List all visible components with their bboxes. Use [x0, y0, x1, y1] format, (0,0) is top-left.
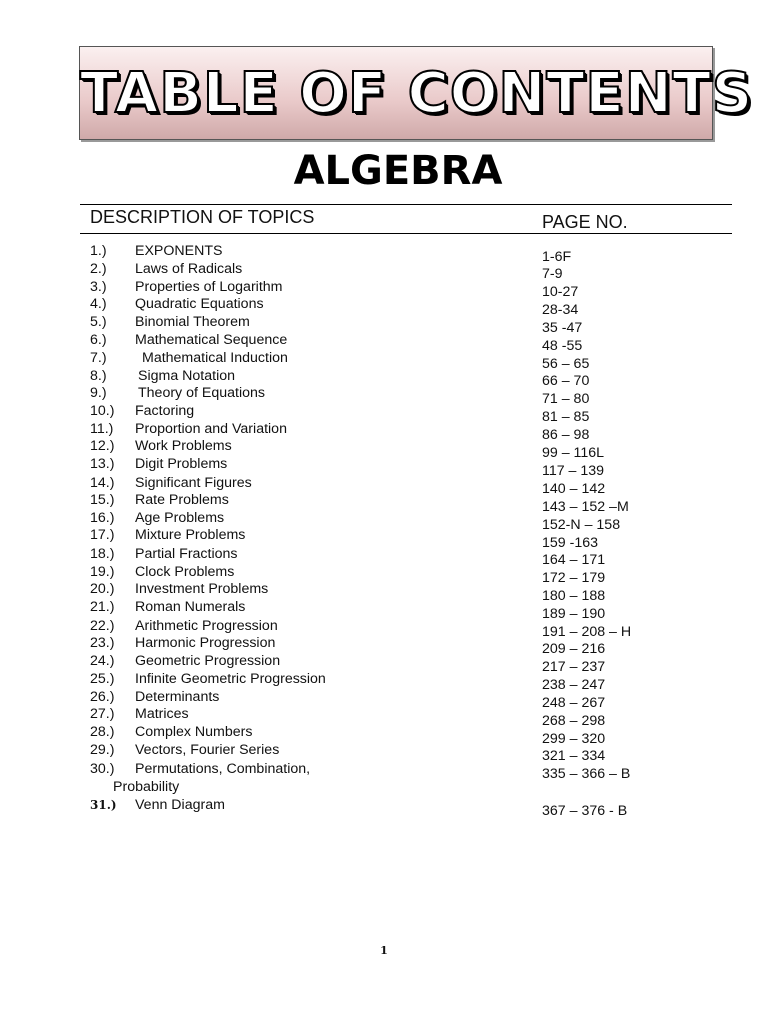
entry-page-range: 10-27: [542, 284, 579, 300]
entry-page-range: 335 – 366 – B: [542, 766, 631, 782]
entry-page-range: 143 – 152 –M: [542, 499, 629, 515]
entry-page-range: 1-6F: [542, 249, 572, 265]
entry-page-range: 321 – 334: [542, 748, 606, 764]
entry-title: Venn Diagram: [135, 797, 225, 813]
entry-page-range: 268 – 298: [542, 713, 606, 729]
entry-title: Mixture Problems: [135, 527, 246, 543]
entry-title: Vectors, Fourier Series: [135, 742, 280, 758]
entry-number: 9.): [90, 385, 107, 401]
entry-number: 31.): [90, 798, 117, 812]
entry-page-range: 48 -55: [542, 338, 583, 354]
entry-number: 1.): [90, 243, 107, 259]
entry-page-range: 140 – 142: [542, 481, 606, 497]
entry-title: EXPONENTS: [135, 243, 223, 259]
entry-title: Mathematical Induction: [142, 350, 288, 366]
entry-page-range: 367 – 376 - B: [542, 803, 628, 819]
entry-number: 28.): [90, 724, 115, 740]
entry-number: 13.): [90, 456, 115, 472]
page-number: 1: [380, 944, 388, 957]
header-top-rule: [80, 204, 732, 205]
entry-page-range: 56 – 65: [542, 356, 590, 372]
entry-page-range: 180 – 188: [542, 588, 606, 604]
entry-page-range: 172 – 179: [542, 570, 606, 586]
entry-page-range: 248 – 267: [542, 695, 606, 711]
entry-title: Geometric Progression: [135, 653, 281, 669]
entry-title: Work Problems: [135, 438, 232, 454]
entry-number: 5.): [90, 314, 107, 330]
entry-title: Quadratic Equations: [135, 296, 264, 312]
entry-number: 15.): [90, 492, 115, 508]
entry-title: Rate Problems: [135, 492, 229, 508]
entry-number: 25.): [90, 671, 115, 687]
entry-title: Factoring: [135, 403, 195, 419]
header-bottom-rule: [80, 233, 732, 234]
entry-page-range: 71 – 80: [542, 391, 590, 407]
entry-title: Arithmetic Progression: [135, 618, 278, 634]
entry-number: 3.): [90, 279, 107, 295]
entry-title-continuation: Probability: [113, 779, 180, 795]
entry-title: Laws of Radicals: [135, 261, 243, 277]
entry-page-range: 86 – 98: [542, 427, 590, 443]
entry-number: 23.): [90, 635, 115, 651]
entry-number: 18.): [90, 546, 115, 562]
page-column-header: PAGE NO.: [542, 212, 628, 232]
entry-title: Permutations, Combination,: [135, 761, 311, 777]
entry-number: 24.): [90, 653, 115, 669]
entry-title: Proportion and Variation: [135, 421, 287, 437]
entry-number: 20.): [90, 581, 115, 597]
entry-page-range: 7-9: [542, 266, 563, 282]
entry-title: Partial Fractions: [135, 546, 238, 562]
entry-page-range: 217 – 237: [542, 659, 606, 675]
entry-page-range: 66 – 70: [542, 373, 590, 389]
entry-title: Age Problems: [135, 510, 225, 526]
entry-title: Clock Problems: [135, 564, 235, 580]
subject-heading: ALGEBRA: [293, 148, 503, 194]
title-banner: [79, 46, 754, 140]
entry-number: 26.): [90, 689, 115, 705]
entry-page-range: 191 – 208 – H: [542, 624, 632, 640]
entry-number: 27.): [90, 706, 115, 722]
entry-page-range: 152-N – 158: [542, 517, 621, 533]
entry-title: Binomial Theorem: [135, 314, 250, 330]
entry-number: 29.): [90, 742, 115, 758]
entry-title: Infinite Geometric Progression: [135, 671, 326, 687]
entry-number: 2.): [90, 261, 107, 277]
entry-title: Sigma Notation: [138, 368, 235, 384]
entry-number: 14.): [90, 475, 115, 491]
entry-title: Determinants: [135, 689, 220, 705]
entry-title: Complex Numbers: [135, 724, 253, 740]
entry-number: 16.): [90, 510, 115, 526]
entry-page-range: 238 – 247: [542, 677, 606, 693]
entry-title: Properties of Logarithm: [135, 279, 283, 295]
entry-page-range: 81 – 85: [542, 409, 590, 425]
entry-number: 19.): [90, 564, 115, 580]
entry-title: Significant Figures: [135, 475, 252, 491]
entry-page-range: 159 -163: [542, 535, 599, 551]
entry-page-range: 209 – 216: [542, 641, 606, 657]
entry-title: Theory of Equations: [138, 385, 265, 401]
entry-title: Mathematical Sequence: [135, 332, 288, 348]
entry-title: Investment Problems: [135, 581, 269, 597]
entry-title: Harmonic Progression: [135, 635, 276, 651]
entry-number: 4.): [90, 296, 107, 312]
entry-title: Digit Problems: [135, 456, 228, 472]
entry-number: 10.): [90, 403, 115, 419]
entry-number: 7.): [90, 350, 107, 366]
entry-number: 22.): [90, 618, 115, 634]
banner-title: TABLE OF CONTENTS: [80, 61, 754, 126]
entry-number: 17.): [90, 527, 115, 543]
entry-page-range: 117 – 139: [542, 463, 605, 479]
entry-title: Roman Numerals: [135, 599, 246, 615]
entry-number: 11.): [90, 421, 114, 437]
entry-page-range: 299 – 320: [542, 731, 606, 747]
entry-number: 8.): [90, 368, 107, 384]
entry-page-range: 28-34: [542, 302, 579, 318]
entry-number: 6.): [90, 332, 107, 348]
entry-title: Matrices: [135, 706, 189, 722]
description-column-header: DESCRIPTION OF TOPICS: [90, 207, 315, 227]
entry-page-range: 99 – 116L: [542, 445, 605, 461]
entry-number: 12.): [90, 438, 115, 454]
entry-number: 21.): [90, 599, 115, 615]
entry-page-range: 35 -47: [542, 320, 583, 336]
entry-number: 30.): [90, 761, 115, 777]
entry-page-range: 189 – 190: [542, 606, 606, 622]
entry-page-range: 164 – 171: [542, 552, 606, 568]
